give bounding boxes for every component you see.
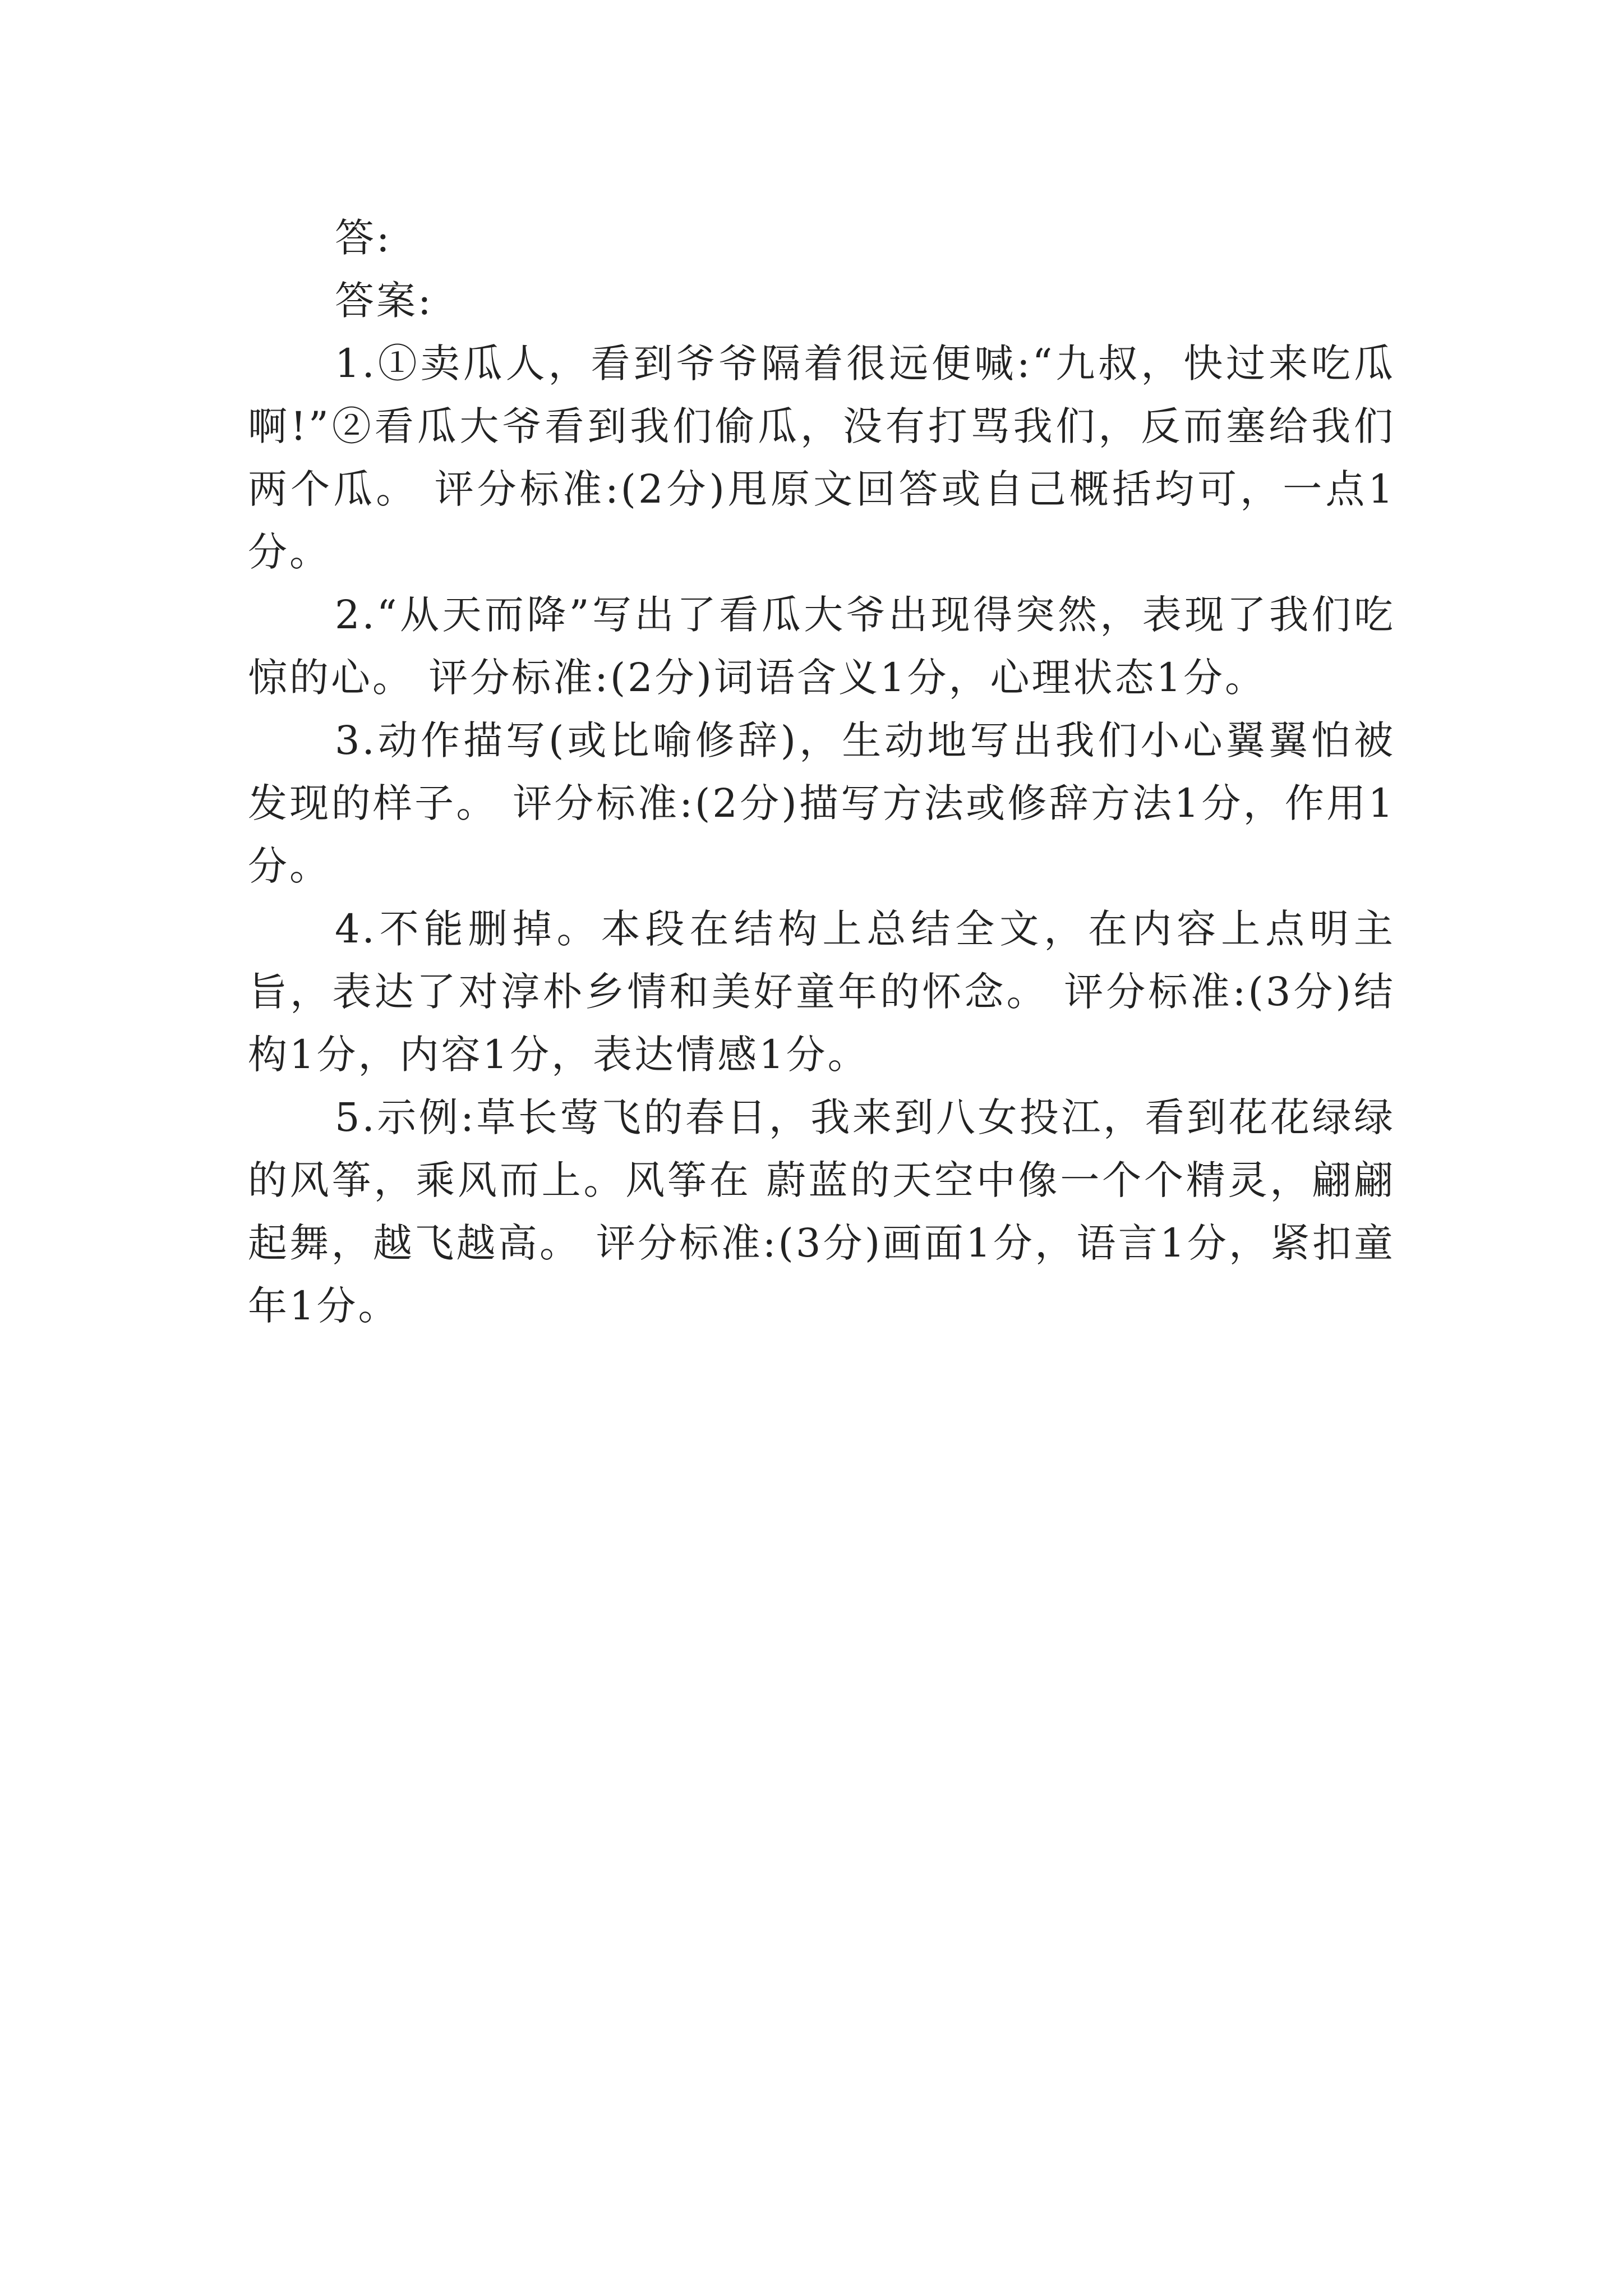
answer-item-1: 1.①卖瓜人，看到爷爷隔着很远便喊:“九叔，快过来吃瓜啊!”②看瓜大爷看到我们偷瓜，没有打骂我们，反而塞给我们两个瓜。 评分标准:(2分)甩原文回答或自己概括均可，一点1分。 [248, 341, 1395, 575]
answer-item-2: 2.“从天而降”写出了看瓜大爷出现得突然，表现了我们吃惊的心。 评分标准:(2分)词语含义1分，心理状态1分。 [248, 592, 1395, 701]
answer-key-label: 答案: [335, 278, 434, 324]
answer-label: 答: [335, 215, 392, 261]
answer-item-5: 5.示例:草长莺飞的春日，我来到八女投江，看到花花绿绿的风筝，乘风而上。风筝在 蔚蓝的天空中像一个个精灵，翩翩起舞，越飞越高。 评分标准:(3分)画面1分，语言1分，紧扣童年1分。 [248, 1094, 1395, 1329]
answer-item-3: 3.动作描写(或比喻修辞)，生动地写出我们小心翼翼怕被发现的样子。 评分标准:(2分)描写方法或修辞方法1分，作用1分。 [248, 717, 1395, 889]
document-body [248, 206, 1395, 1337]
answer-item-4: 4.不能删掉。本段在结构上总结全文，在内容上点明主旨，表达了对淳朴乡情和美好童年的怀念。 评分标准:(3分)结构1分，内容1分，表达情感1分。 [248, 906, 1395, 1078]
